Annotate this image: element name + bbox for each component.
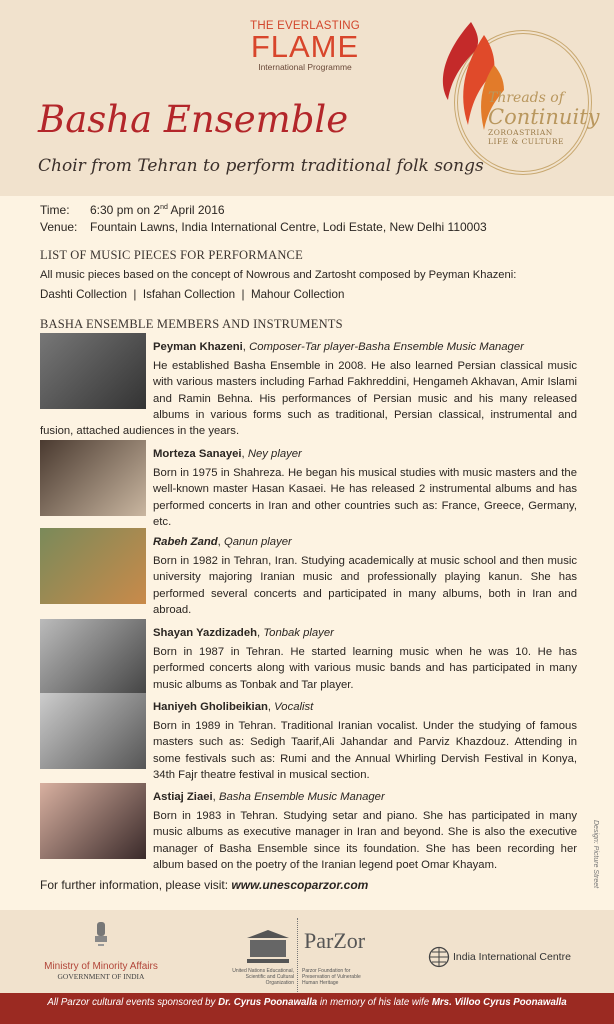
parzor-text: Parzor Foundation for Preservation of Vulnerable Human Heritage [302, 968, 361, 986]
member-photo [40, 619, 146, 695]
event-venue [40, 220, 487, 234]
band-text: All Parzor cultural events sponsored by [47, 997, 219, 1008]
member-entry: Peyman Khazeni, Composer-Tar player-Basha Ensemble Music Manager He established Basha Ensemble in 2008. He also learned Persian classical music with various masters including Farhad Fakhreddini, Hengameh Akhavan, Amir Islami and Ramin Behna. His performances of Persian music and his many released albums in various forms such as traditional, Persian classical, instrumental and fusion, attached audiences in the years. [40, 339, 577, 439]
parzor-logo-text: ParZor [304, 928, 366, 953]
member-role: Composer-Tar player-Basha Ensemble Music Manager [249, 341, 524, 353]
unesco-temple-icon [247, 930, 289, 964]
member-entry: Shayan Yazdizadeh, Tonbak player Born in 1987 in Tehran. He started learning music when he was 10. He has performed concerts along with various music bands and has participated in many music albums as Tonbak and Tar player. [40, 625, 577, 697]
emblem-icon [93, 920, 109, 948]
unesco-text: United Nations Educational, Scientific and Cultural Organization [232, 968, 294, 986]
time-sup: nd [160, 204, 168, 211]
further-text: For further information, please visit: [40, 878, 229, 892]
logo-line: FLAME [250, 29, 360, 64]
page-title: Basha Ensemble [38, 98, 349, 141]
logo-line: Threads of [488, 90, 564, 106]
band-text: in memory of his late wife [317, 997, 432, 1008]
member-bio: Born in 1982 in Tehran, Iran. Studying academically at music school and then music university majoring Iranian music and professionally playing kanun. She has performed several concerts and participated in many albums, both in Iran and abroad. [153, 555, 577, 616]
member-bio: Born in 1983 in Tehran. Studying setar and piano. She has participated in many music albums as executive manager in Iran and beyond. She is also the executive manager of Basha Ensemble since its foundation. She has been recording her album based on the poetry of the Iranian legend poet Omar Khayam. [153, 810, 577, 871]
further-info [40, 878, 368, 892]
iic-name: India International Centre [453, 951, 571, 963]
member-role: Qanun player [223, 536, 292, 548]
member-role: Ney player [247, 448, 302, 460]
member-entry: Astiaj Ziaei, Basha Ensemble Music Manager Born in 1983 in Tehran. Studying setar and piano. She has participated in many music albums as executive manager in Iran and beyond. She is also the executive manager of Basha Ensemble since its foundation. She has been recording her album based on the poetry of the Iranian legend poet Omar Khayam. [40, 789, 577, 873]
member-entry: Haniyeh Gholibeikian, Vocalist Born in 1989 in Tehran. Traditional Iranian vocalist. Under the studying of famous masters such as: Sedigh Taarif,Ali Jahandar and Parviz Khazdouz. Attending in some festivals such as: Rumi and the Annual Whirling Dervish Festival in Konya, 34th Fajr theatre festival in musical section. [40, 699, 577, 783]
logo-line: LIFE & CULTURE [488, 137, 564, 146]
page-subtitle: Choir from Tehran to perform traditional folk songs [38, 156, 484, 176]
member-bio: Born in 1975 in Shahreza. He began his musical studies with music masters and the well-known master Hasan Kasaei. He has released 2 instrumental albums and has performed concerts in Iran and other countries such as: France, Greece, Germany, etc. [153, 467, 577, 528]
member-photo [40, 440, 146, 516]
time-value: 6:30 pm on 2 [90, 203, 161, 217]
member-name: Astiaj Ziaei [153, 791, 213, 803]
event-time [40, 203, 225, 217]
time-label: Time: [40, 203, 70, 217]
globe-icon [428, 946, 450, 968]
member-role: Tonbak player [263, 627, 334, 639]
time-rest: April 2016 [167, 203, 225, 217]
venue-label: Venue: [40, 220, 78, 234]
footer [0, 910, 614, 994]
music-text: All music pieces based on the concept of Nowrous and Zartosht composed by Peyman Khazeni: [40, 269, 517, 281]
member-photo [40, 528, 146, 604]
government-label: GOVERNMENT OF INDIA [57, 972, 145, 981]
members-heading: BASHA ENSEMBLE MEMBERS AND INSTRUMENTS [40, 317, 343, 331]
member-name: Haniyeh Gholibeikian [153, 701, 268, 713]
member-name: Morteza Sanayei [153, 448, 242, 460]
memorial-name: Mrs. Villoo Cyrus Poonawalla [431, 997, 567, 1008]
sponsor-name: Dr. Cyrus Poonawalla [218, 997, 318, 1008]
logo-text [488, 90, 599, 146]
website-link[interactable]: www.unescoparzor.com [231, 878, 369, 892]
everlasting-flame-logo [245, 20, 365, 72]
logo-line: Continuity [488, 105, 600, 129]
member-bio: Born in 1989 in Tehran. Traditional Iranian vocalist. Under the studying of famous masters such as: Sedigh Taarif,Ali Jahandar and Parviz Khazdouz. Attending in some festivals such as: Rumi and the Annual Whirling Dervish Festival in Konya, 34th Fajr theatre festival in musical section. [153, 720, 577, 781]
member-entry: Morteza Sanayei, Ney player Born in 1975 in Shahreza. He began his musical studies with music masters and the well-known master Hasan Kasaei. He has released 2 instrumental albums and has performed concerts in Iran and other countries such as: France, Greece, Germany, etc. [40, 446, 577, 530]
logo-line: ZOROASTRIAN [488, 128, 553, 137]
design-credit: Design: Picture Street [592, 820, 599, 889]
sponsor-band [0, 993, 614, 1024]
member-name: Shayan Yazdizadeh [153, 627, 258, 639]
music-heading: LIST OF MUSIC PIECES FOR PERFORMANCE [40, 248, 303, 262]
member-role: Vocalist [274, 701, 314, 713]
ministry-logo [36, 920, 166, 981]
divider [297, 918, 298, 998]
member-bio: He established Basha Ensemble in 2008. He also learned Persian classical music with various masters including Farhad Fakhreddini, Hengameh Akhavan, Amir Islami and Ramin Behna. His performances of Persian music and his many released albums in various forms such as traditional, Persian classical, instrumental and fusion, attached audiences in the years. [40, 360, 577, 438]
member-photo [40, 693, 146, 769]
threads-of-continuity-logo [436, 20, 600, 195]
member-bio: Born in 1987 in Tehran. He started learning music when he was 10. He has performed concerts along with various music bands and has participated in many music albums as Tonbak and Tar player. [153, 646, 577, 691]
ministry-name: Ministry of Minority Affairs [44, 961, 158, 972]
member-entry: Rabeh Zand, Qanun player Born in 1982 in Tehran, Iran. Studying academically at music school and then music university majoring Iranian music and professionally playing kanun. She has performed several concerts and participated in many albums, both in Iran and abroad. [40, 534, 577, 618]
music-collections: Dashti Collection | Isfahan Collection | Mahour Collection [40, 288, 345, 301]
member-role: Basha Ensemble Music Manager [218, 791, 385, 803]
logo-line: THE EVERLASTING [250, 20, 360, 32]
member-name: Peyman Khazeni [153, 341, 243, 353]
iic-logo [428, 946, 571, 968]
member-photo [40, 333, 146, 409]
venue-value: Fountain Lawns, India International Centre, Lodi Estate, New Delhi 110003 [90, 220, 487, 234]
member-photo [40, 783, 146, 859]
header [0, 0, 614, 196]
member-name: Rabeh Zand [153, 536, 218, 548]
logo-line: International Programme [258, 62, 352, 72]
